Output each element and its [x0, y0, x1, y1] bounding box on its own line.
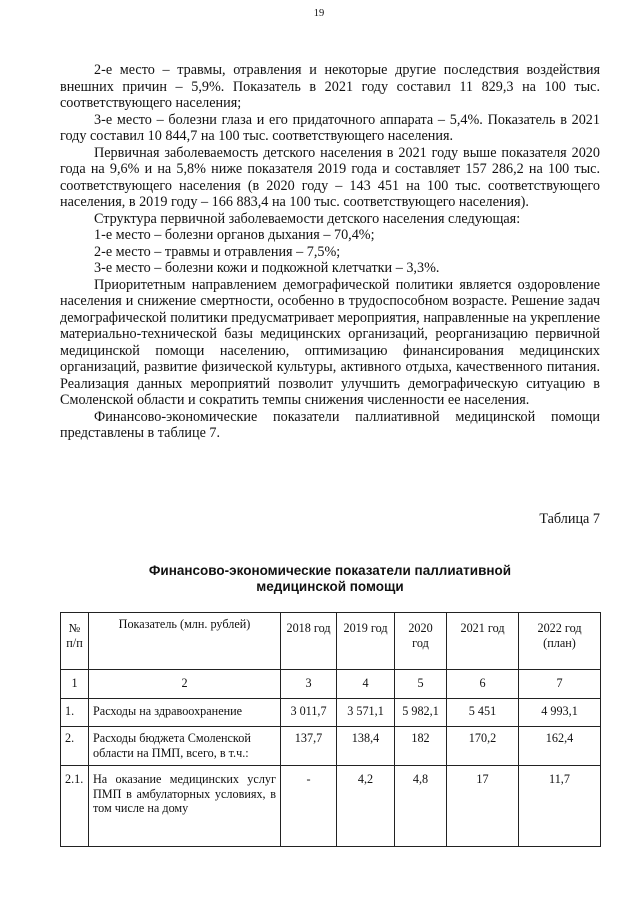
table-cell: 6: [447, 670, 519, 699]
table-header-cell: 2018 год: [281, 613, 337, 670]
table-cell: 2.: [61, 727, 89, 766]
finance-table: [60, 612, 601, 847]
list-item: 1-е место – болезни органов дыхания – 70,4%;: [94, 227, 375, 243]
table-header-row: [61, 613, 601, 670]
table-header-cell: 2020 год: [395, 613, 447, 670]
table-header-cell: Показатель (млн. рублей): [89, 613, 281, 670]
table-cell: 182: [395, 727, 447, 766]
table-cell: 1: [61, 670, 89, 699]
paragraph: Приоритетным направлением демографической политики является оздоровление населения и снижение смертности, особенно в трудоспособном возрасте. Решение задач демографической политики предусматривает мероприятия, направленные на укрепление материально-технической базы медицинских организаций, реорганизацию первичной медицинской помощи населению, оптимизацию финансирования медицинских организаций, развитие физической культуры, активного отдыха, качественного питания. Реализация данных мероприятий позволит улучшить демографическую ситуацию в Смоленской области и сократить темпы снижения численности ее населения.: [60, 276, 600, 408]
table-cell: 162,4: [519, 727, 601, 766]
table-cell: 3: [281, 670, 337, 699]
table-cell: 137,7: [281, 727, 337, 766]
paragraph: Структура первичной заболеваемости детского населения следующая:: [94, 210, 521, 227]
table-cell: 4,8: [395, 766, 447, 847]
table-cell: 5: [395, 670, 447, 699]
table-cell: 5 982,1: [395, 699, 447, 727]
table-cell: 3 571,1: [337, 699, 395, 727]
body-text: [60, 62, 600, 442]
table-row: [61, 766, 601, 847]
table-row: [61, 699, 601, 727]
table-cell: На оказание медицинских услуг ПМП в амбулаторных условиях, в том числе на дому: [89, 766, 281, 847]
table-row: [61, 670, 601, 699]
table-title: [60, 563, 600, 595]
list-item: 2-е место – травмы и отравления – 7,5%;: [94, 243, 341, 260]
paragraph: 3-е место – болезни глаза и его придаточного аппарата – 5,4%. Показатель в 2021 году составил 10 844,7 на 100 тыс. соответствующего населения.: [60, 111, 600, 144]
table-cell: 7: [519, 670, 601, 699]
table-cell: 170,2: [447, 727, 519, 766]
table-cell: 4 993,1: [519, 699, 601, 727]
table-cell: -: [281, 766, 337, 847]
table-cell: 3 011,7: [281, 699, 337, 727]
table-cell: 1.: [61, 699, 89, 727]
list-item: 3-е место – болезни кожи и подкожной клетчатки – 3,3%.: [94, 260, 440, 276]
table-cell: 138,4: [337, 727, 395, 766]
paragraph: 2-е место – травмы, отравления и некоторые другие последствия воздействия внешних причин – 5,9%. Показатель в 2021 году составил 11 829,3 на 100 тыс. соответствующего населения;: [60, 62, 600, 111]
page-number: 19: [313, 8, 325, 19]
table-cell: 2: [89, 670, 281, 699]
table-cell: Расходы бюджета Смоленской области на ПМП, всего, в т.ч.:: [89, 727, 281, 766]
table-cell: 5 451: [447, 699, 519, 727]
table-title-line: Финансово-экономические показатели паллиативной: [148, 563, 512, 578]
table-cell: 17: [447, 766, 519, 847]
table-cell: Расходы на здравоохранение: [89, 699, 281, 727]
paragraph: Финансово-экономические показатели паллиативной медицинской помощи представлены в таблице 7.: [60, 408, 600, 441]
table-cell: 4,2: [337, 766, 395, 847]
table-cell: 11,7: [519, 766, 601, 847]
table-header-cell: № п/п: [61, 613, 89, 670]
table-caption: Таблица 7: [539, 511, 600, 527]
table-header-cell: 2021 год: [447, 613, 519, 670]
table-header-cell: 2019 год: [337, 613, 395, 670]
table-cell: 2.1.: [61, 766, 89, 847]
table-title-line: медицинской помощи: [256, 579, 404, 594]
table-header-cell: 2022 год (план): [519, 613, 601, 670]
table-row: [61, 727, 601, 766]
paragraph: Первичная заболеваемость детского населения в 2021 году выше показателя 2020 года на 9,6% и на 5,8% ниже показателя 2019 года и составляет 157 286,2 на 100 тыс. соответствующего населения (в 2020 году – 143 451 на 100 тыс. соответствующего населения, в 2019 году – 166 883,4 на 100 тыс. соответствующего населения).: [60, 144, 600, 210]
table-cell: 4: [337, 670, 395, 699]
